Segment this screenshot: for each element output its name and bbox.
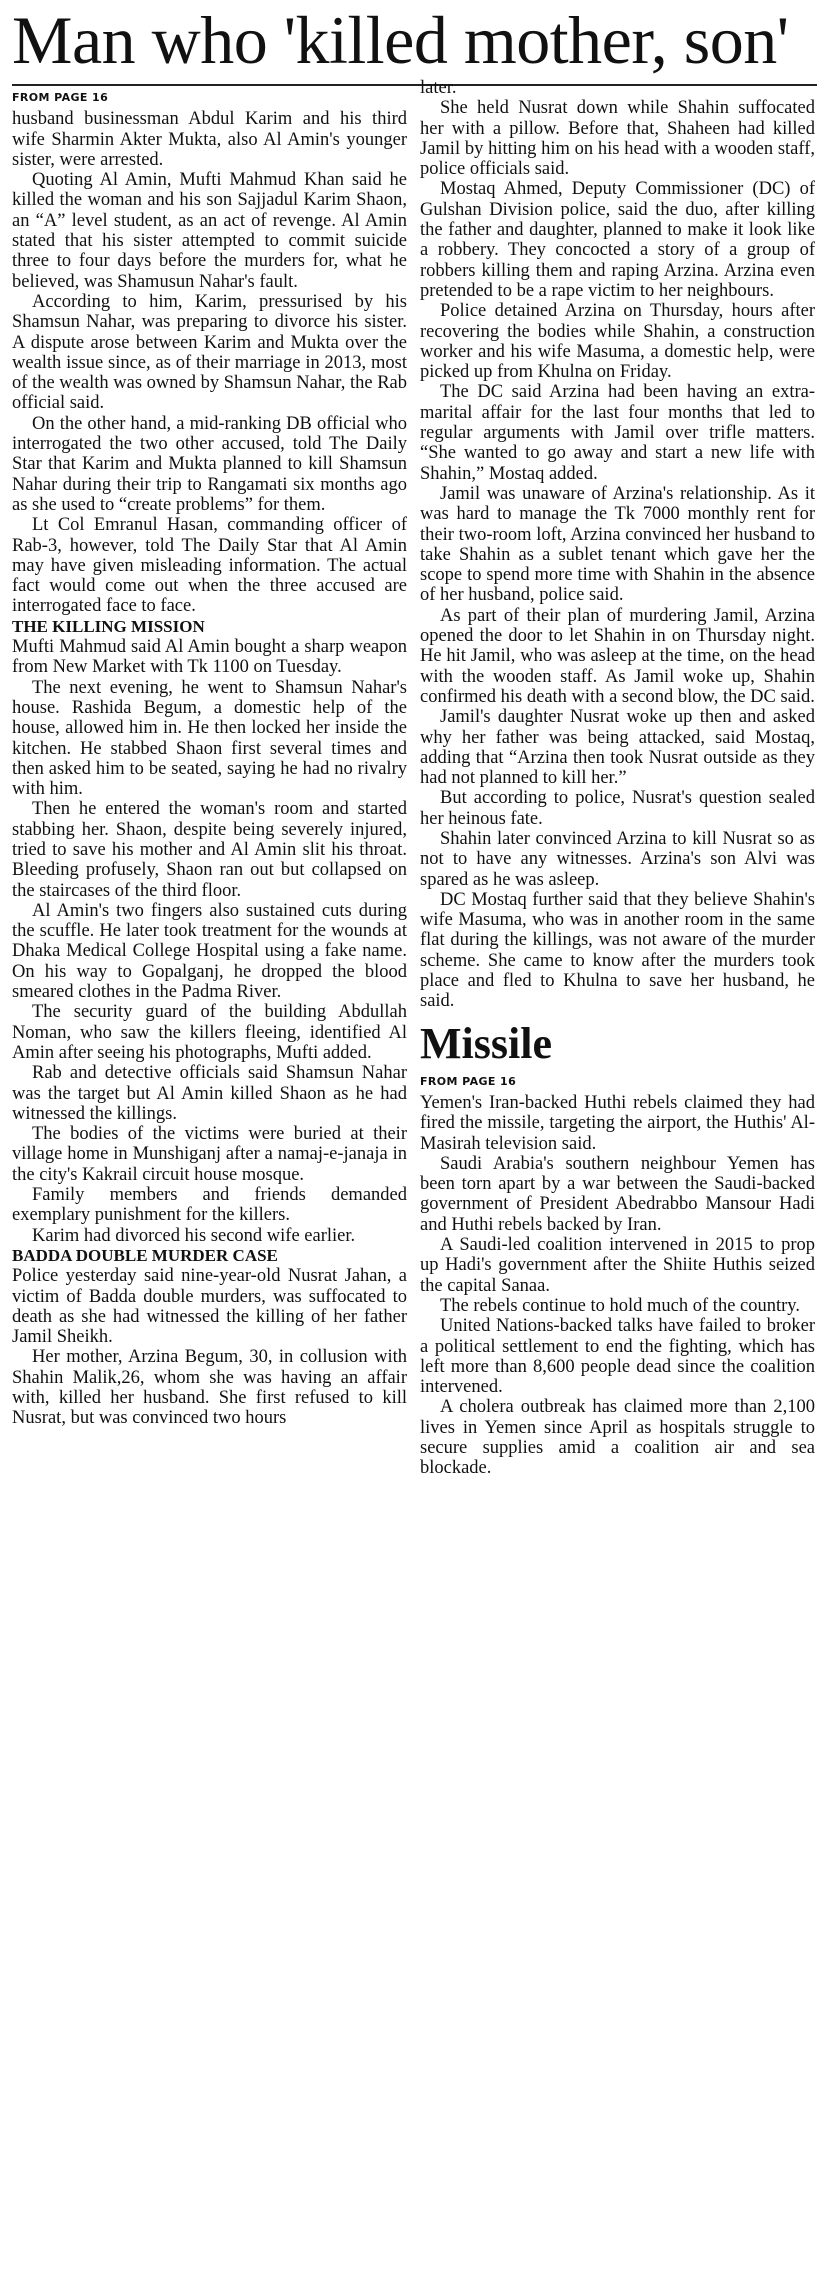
missile-headline: Missile bbox=[420, 1018, 552, 1068]
paragraph: Police yesterday said nine-year-old Nusrat Jahan, a victim of Badda double murders, was suffocated to death as she had witnessed the killing of her father Jamil Sheikh. bbox=[12, 1266, 407, 1348]
paragraph: DC Mostaq further said that they believe Shahin's wife Masuma, who was in another room in the same flat during the killings, was not aware of the murder scheme. She came to know after the murders took place and fled to Khulna to save her husband, he said. bbox=[420, 889, 815, 1012]
paragraph: But according to police, Nusrat's question sealed her heinous fate. bbox=[420, 788, 815, 829]
paragraph: The rebels continue to hold much of the country. bbox=[440, 1295, 800, 1316]
paragraph: Al Amin's two fingers also sustained cuts during the scuffle. He later took treatment for the wounds at Dhaka Medical College Hospital using a fake name. On his way to Gopalganj, he dropped the blood smeared clothes in the Padma River. bbox=[12, 900, 407, 1003]
paragraph: She held Nusrat down while Shahin suffocated her with a pillow. Before that, Shaheen had killed Jamil by hitting him on his head with a wooden staff, police officials said. bbox=[420, 98, 815, 180]
paragraph: Rab and detective officials said Shamsun Nahar was the target but Al Amin killed Shaon as he had witnessed the killings. bbox=[12, 1063, 407, 1124]
paragraph: Quoting Al Amin, Mufti Mahmud Khan said he killed the woman and his son Sajjadul Karim Shaon, an “A” level student, as an act of revenge. Al Amin stated that his sister attempted to commit suicide three to four days before the murders for, what he believed, was Shamusun Nahar's fault. bbox=[12, 170, 407, 292]
missile-body bbox=[420, 1093, 815, 1479]
paragraph: Police detained Arzina on Thursday, hours after recovering the bodies while Shahin, a construction worker and his wife Masuma, a domestic help, were picked up from Khulna on Friday. bbox=[420, 301, 815, 383]
paragraph: The security guard of the building Abdullah Noman, who saw the killers fleeing, identified Al Amin after seeing his photographs, Mufti added. bbox=[12, 1002, 407, 1063]
paragraph: According to him, Karim, pressurised by his Shamsun Nahar, was preparing to divorce his sister. A dispute arose between Karim and Mukta over the wealth issue since, as of their marriage in 2013, most of the wealth was owned by Shamsun Nahar, the Rab official said. bbox=[12, 291, 407, 414]
paragraph: Mufti Mahmud said Al Amin bought a sharp weapon from New Market with Tk 1100 on Tuesday. bbox=[12, 637, 407, 678]
paragraph: Saudi Arabia's southern neighbour Yemen has been torn apart by a war between the Saudi-backed government of President Abedrabbo Mansour Hadi and Huthi rebels backed by Iran. bbox=[420, 1153, 815, 1235]
missile-from-page: FROM PAGE 16 bbox=[420, 1074, 517, 1088]
section-subhead: THE KILLING MISSION bbox=[12, 616, 205, 636]
paragraph: Her mother, Arzina Begum, 30, in collusion with Shahin Malik,26, whom she was having an affair with, killed her husband. She first refused to kill Nusrat, but was convinced two hours bbox=[12, 1347, 407, 1429]
paragraph: As part of their plan of murdering Jamil, Arzina opened the door to let Shahin in on Thursday night. He hit Jamil, who was asleep at the time, on the head with the wooden staff. As Jamil woke up, Shahin confirmed his death with a second blow, the DC said. bbox=[420, 605, 815, 707]
paragraph: Jamil's daughter Nusrat woke up then and asked why her father was being attacked, said Mostaq, adding that “Arzina then took Nusrat outside as they had not planned to kill her.” bbox=[420, 707, 815, 789]
from-page-label: FROM PAGE 16 bbox=[12, 91, 109, 104]
paragraph: The DC said Arzina had been having an extra-marital affair for the last four months that led to regular arguments with Jamil over trifle matters. “She wanted to go away and start a new life with Shahin,” Mostaq added. bbox=[420, 382, 815, 484]
paragraph: Karim had divorced his second wife earlier. bbox=[32, 1225, 356, 1246]
column-left bbox=[12, 86, 407, 2276]
paragraph: On the other hand, a mid-ranking DB official who interrogated the two other accused, told The Daily Star that Karim and Mukta planned to kill Shamsun Nahar during their trip to Rangamati six months ago as she used to “create problems” for them. bbox=[12, 413, 407, 515]
paragraph: later. bbox=[420, 78, 457, 98]
paragraph: A Saudi-led coalition intervened in 2015 to prop up Hadi's government after the Shiite Huthis seized the capital Sanaa. bbox=[420, 1235, 815, 1296]
paragraph: Yemen's Iran-backed Huthi rebels claimed they had fired the missile, targeting the airport, the Huthis' Al-Masirah television said. bbox=[420, 1092, 815, 1154]
paragraph: Mostaq Ahmed, Deputy Commissioner (DC) of Gulshan Division police, said the duo, after killing the father and daughter, planned to make it look like a robbery. They concocted a story of a group of robbers killing them and raping Arzina. Arzina even pretended to be a rape victim to her neighbours. bbox=[420, 179, 815, 301]
paragraph: Lt Col Emranul Hasan, commanding officer of Rab-3, however, told The Daily Star that Al Amin may have given misleading information. The actual fact would come out when the three accused are interrogated face to face. bbox=[12, 515, 407, 617]
paragraph: A cholera outbreak has claimed more than 2,100 lives in Yemen since April as hospitals struggle to secure supplies amid a coalition air and sea blockade. bbox=[420, 1397, 815, 1479]
paragraph: husband businessman Abdul Karim and his third wife Sharmin Akter Mukta, also Al Amin's younger sister, were arrested. bbox=[12, 109, 407, 170]
paragraph: United Nations-backed talks have failed to broker a political settlement to end the fighting, which has left more than 8,600 people dead since the coalition intervened. bbox=[420, 1316, 815, 1398]
article-headline: Man who 'killed mother, son' bbox=[12, 2, 789, 78]
paragraph: Shahin later convinced Arzina to kill Nusrat so as not to have any witnesses. Arzina's son Alvi was spared as he was asleep. bbox=[420, 828, 815, 890]
paragraph: Family members and friends demanded exemplary punishment for the killers. bbox=[12, 1185, 407, 1226]
column-right bbox=[420, 78, 815, 2268]
paragraph: The bodies of the victims were buried at their village home in Munshiganj after a namaj-e-janaja in the city's Kakrail circuit house mosque. bbox=[12, 1124, 407, 1185]
paragraph: Jamil was unaware of Arzina's relationship. As it was hard to manage the Tk 7000 monthly rent for their two-room loft, Arzina convinced her husband to take Shahin as a sublet tenant which gave her the scope to spend more time with Shahin in the absence of her husband, police said. bbox=[420, 483, 815, 606]
section-subhead: BADDA DOUBLE MURDER CASE bbox=[12, 1245, 278, 1265]
paragraph: Then he entered the woman's room and started stabbing her. Shaon, despite being severely injured, tried to save his mother and Al Amin slit his throat. Bleeding profusely, Shaon ran out but collapsed on the staircases of the third floor. bbox=[12, 799, 407, 901]
paragraph: The next evening, he went to Shamsun Nahar's house. Rashida Begum, a domestic help of the house, allowed him in. He then locked her inside the kitchen. He stabbed Shaon first several times and then asked him to be seated, saying he had no rivalry with him. bbox=[12, 677, 407, 800]
article-continuation bbox=[420, 78, 815, 1012]
